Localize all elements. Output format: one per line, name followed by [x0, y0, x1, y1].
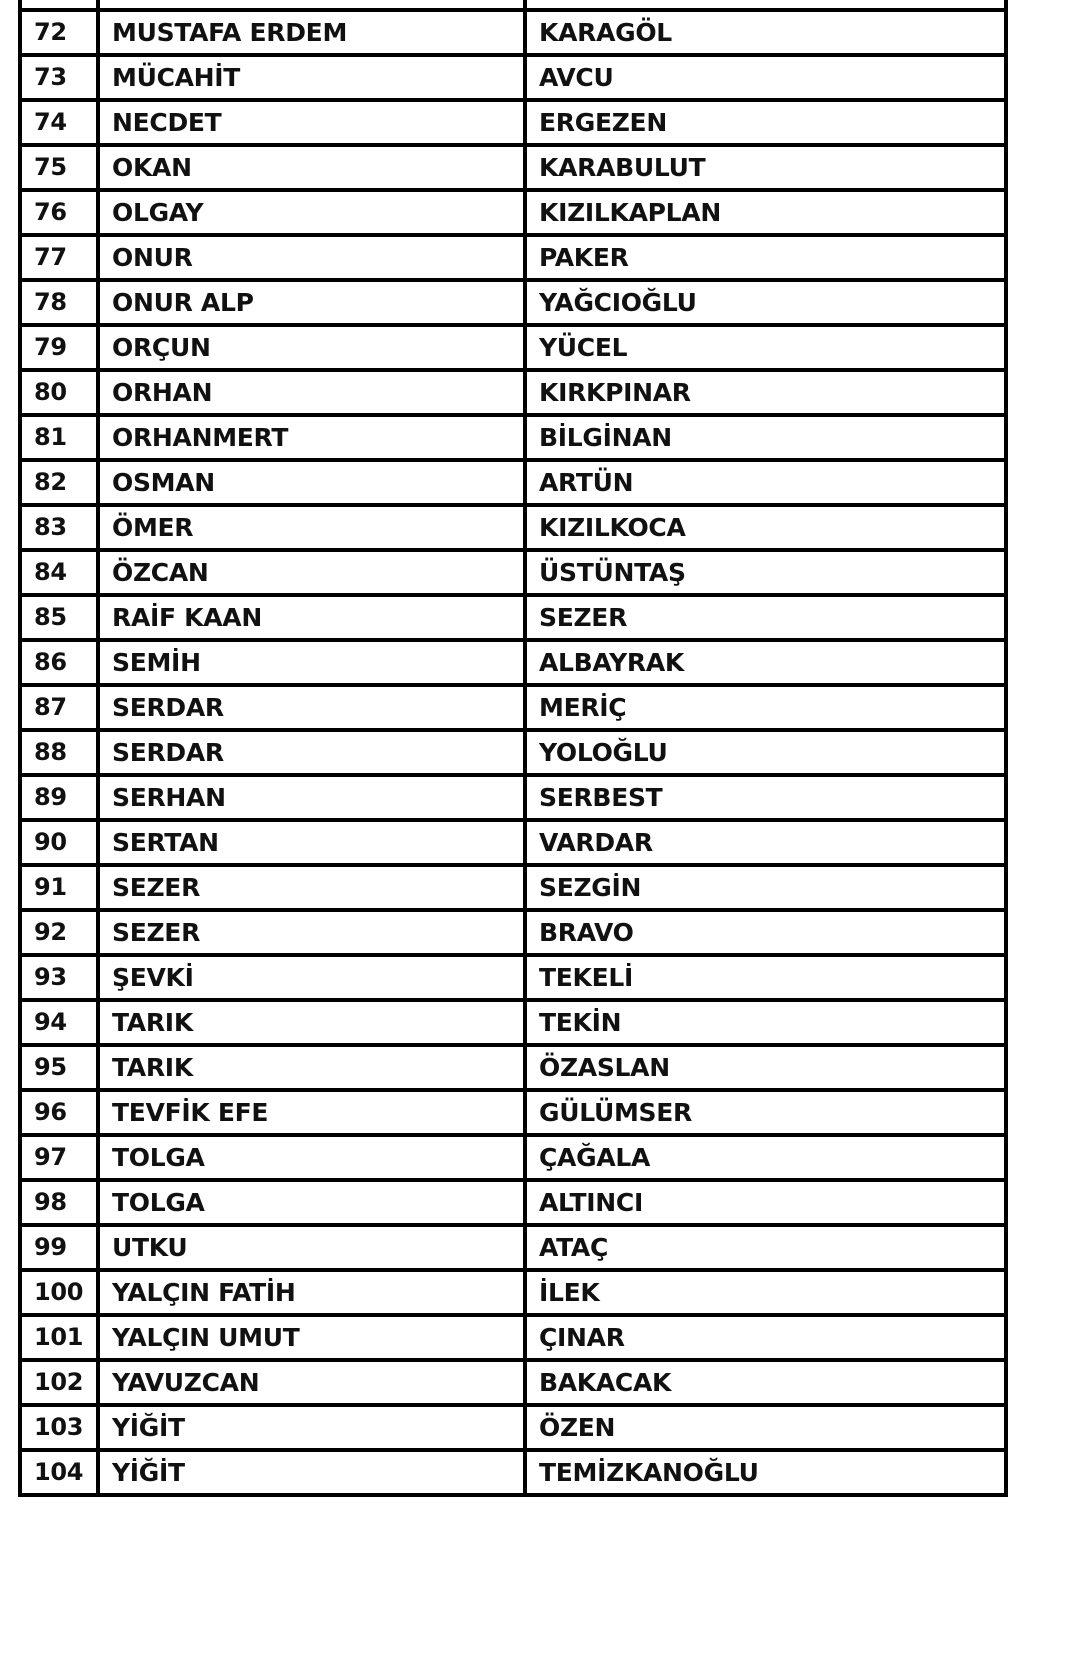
first-name-cell: ONUR ALP: [98, 280, 525, 325]
last-name-cell: ERGEZEN: [525, 100, 1006, 145]
number-cell: 101: [20, 1315, 98, 1360]
number-cell: 93: [20, 955, 98, 1000]
last-name-cell: KIZILKAPLAN: [525, 190, 1006, 235]
last-name-cell: SEZGİN: [525, 865, 1006, 910]
first-name-cell: ÖZCAN: [98, 550, 525, 595]
first-name-cell: MÜCAHİT: [98, 55, 525, 100]
last-name-cell: ATAÇ: [525, 1225, 1006, 1270]
first-name-cell: YİĞİT: [98, 1450, 525, 1495]
last-name-cell: KARAGÖL: [525, 10, 1006, 55]
number-cell: 77: [20, 235, 98, 280]
number-cell: 87: [20, 685, 98, 730]
table-row: [20, 370, 1006, 415]
last-name-cell: İLEK: [525, 1270, 1006, 1315]
first-name-cell: YALÇIN FATİH: [98, 1270, 525, 1315]
table-row: [20, 145, 1006, 190]
table-row: [20, 550, 1006, 595]
last-name-cell: YOLOĞLU: [525, 730, 1006, 775]
last-name-cell: [525, 0, 1006, 10]
first-name-cell: SERDAR: [98, 730, 525, 775]
number-cell: 94: [20, 1000, 98, 1045]
first-name-cell: TOLGA: [98, 1180, 525, 1225]
table-row: [20, 55, 1006, 100]
first-name-cell: ORHAN: [98, 370, 525, 415]
first-name-cell: TEVFİK EFE: [98, 1090, 525, 1135]
number-cell: 99: [20, 1225, 98, 1270]
first-name-cell: RAİF KAAN: [98, 595, 525, 640]
last-name-cell: TEKELİ: [525, 955, 1006, 1000]
last-name-cell: BAKACAK: [525, 1360, 1006, 1405]
table-row: [20, 685, 1006, 730]
number-cell: 81: [20, 415, 98, 460]
table-row: [20, 1135, 1006, 1180]
last-name-cell: YÜCEL: [525, 325, 1006, 370]
last-name-cell: TEMİZKANOĞLU: [525, 1450, 1006, 1495]
table-row: [20, 1315, 1006, 1360]
table-row: [20, 190, 1006, 235]
number-cell: 83: [20, 505, 98, 550]
last-name-cell: BRAVO: [525, 910, 1006, 955]
table-row: [20, 820, 1006, 865]
last-name-cell: GÜLÜMSER: [525, 1090, 1006, 1135]
name-list-sheet: [18, 0, 1004, 1497]
last-name-cell: ÖZEN: [525, 1405, 1006, 1450]
table-row: [20, 325, 1006, 370]
last-name-cell: MERİÇ: [525, 685, 1006, 730]
first-name-cell: ORHANMERT: [98, 415, 525, 460]
first-name-cell: SERTAN: [98, 820, 525, 865]
last-name-cell: ARTÜN: [525, 460, 1006, 505]
first-name-cell: TARIK: [98, 1000, 525, 1045]
first-name-cell: YAVUZCAN: [98, 1360, 525, 1405]
number-cell: 72: [20, 10, 98, 55]
first-name-cell: SEZER: [98, 865, 525, 910]
first-name-cell: SEZER: [98, 910, 525, 955]
last-name-cell: ÇAĞALA: [525, 1135, 1006, 1180]
last-name-cell: BİLGİNAN: [525, 415, 1006, 460]
table-row: [20, 1000, 1006, 1045]
last-name-cell: TEKİN: [525, 1000, 1006, 1045]
number-cell: 104: [20, 1450, 98, 1495]
first-name-cell: SEMİH: [98, 640, 525, 685]
number-cell: [20, 0, 98, 10]
number-cell: 86: [20, 640, 98, 685]
table-row: [20, 460, 1006, 505]
number-cell: 80: [20, 370, 98, 415]
number-cell: 79: [20, 325, 98, 370]
table-row: [20, 1450, 1006, 1495]
last-name-cell: AVCU: [525, 55, 1006, 100]
first-name-cell: ORÇUN: [98, 325, 525, 370]
table-row: [20, 280, 1006, 325]
number-cell: 96: [20, 1090, 98, 1135]
table-row: [20, 1180, 1006, 1225]
last-name-cell: VARDAR: [525, 820, 1006, 865]
table-row: [20, 910, 1006, 955]
table-row: [20, 1270, 1006, 1315]
table-row: [20, 235, 1006, 280]
number-cell: 82: [20, 460, 98, 505]
last-name-cell: ÖZASLAN: [525, 1045, 1006, 1090]
last-name-cell: KARABULUT: [525, 145, 1006, 190]
first-name-cell: TARIK: [98, 1045, 525, 1090]
table-row: [20, 10, 1006, 55]
table-row: [20, 1405, 1006, 1450]
first-name-cell: OKAN: [98, 145, 525, 190]
table-row: [20, 775, 1006, 820]
number-cell: 98: [20, 1180, 98, 1225]
first-name-cell: YİĞİT: [98, 1405, 525, 1450]
last-name-cell: ÜSTÜNTAŞ: [525, 550, 1006, 595]
first-name-cell: OSMAN: [98, 460, 525, 505]
number-cell: 88: [20, 730, 98, 775]
last-name-cell: KIRKPINAR: [525, 370, 1006, 415]
table-row: [20, 1225, 1006, 1270]
table-row: [20, 415, 1006, 460]
number-cell: 100: [20, 1270, 98, 1315]
last-name-cell: YAĞCIOĞLU: [525, 280, 1006, 325]
table-row: [20, 865, 1006, 910]
first-name-cell: TOLGA: [98, 1135, 525, 1180]
first-name-cell: ONUR: [98, 235, 525, 280]
first-name-cell: YALÇIN UMUT: [98, 1315, 525, 1360]
name-list-table: [18, 0, 1008, 1497]
first-name-cell: MUSTAFA ERDEM: [98, 10, 525, 55]
number-cell: 74: [20, 100, 98, 145]
number-cell: 76: [20, 190, 98, 235]
number-cell: 103: [20, 1405, 98, 1450]
number-cell: 73: [20, 55, 98, 100]
last-name-cell: ÇINAR: [525, 1315, 1006, 1360]
table-row: [20, 505, 1006, 550]
table-row: [20, 1090, 1006, 1135]
number-cell: 92: [20, 910, 98, 955]
number-cell: 89: [20, 775, 98, 820]
number-cell: 75: [20, 145, 98, 190]
last-name-cell: SEZER: [525, 595, 1006, 640]
last-name-cell: PAKER: [525, 235, 1006, 280]
last-name-cell: SERBEST: [525, 775, 1006, 820]
number-cell: 102: [20, 1360, 98, 1405]
last-name-cell: ALTINCI: [525, 1180, 1006, 1225]
first-name-cell: OLGAY: [98, 190, 525, 235]
number-cell: 90: [20, 820, 98, 865]
table-row: [20, 1045, 1006, 1090]
first-name-cell: [98, 0, 525, 10]
last-name-cell: ALBAYRAK: [525, 640, 1006, 685]
table-row: [20, 1360, 1006, 1405]
table-row: [20, 730, 1006, 775]
number-cell: 85: [20, 595, 98, 640]
name-list-body: [20, 0, 1006, 1495]
table-row-partial: [20, 0, 1006, 10]
table-row: [20, 640, 1006, 685]
first-name-cell: SERDAR: [98, 685, 525, 730]
first-name-cell: UTKU: [98, 1225, 525, 1270]
table-row: [20, 955, 1006, 1000]
first-name-cell: NECDET: [98, 100, 525, 145]
number-cell: 97: [20, 1135, 98, 1180]
number-cell: 95: [20, 1045, 98, 1090]
first-name-cell: ŞEVKİ: [98, 955, 525, 1000]
first-name-cell: SERHAN: [98, 775, 525, 820]
table-row: [20, 595, 1006, 640]
table-row: [20, 100, 1006, 145]
number-cell: 91: [20, 865, 98, 910]
last-name-cell: KIZILKOCA: [525, 505, 1006, 550]
first-name-cell: ÖMER: [98, 505, 525, 550]
number-cell: 84: [20, 550, 98, 595]
number-cell: 78: [20, 280, 98, 325]
